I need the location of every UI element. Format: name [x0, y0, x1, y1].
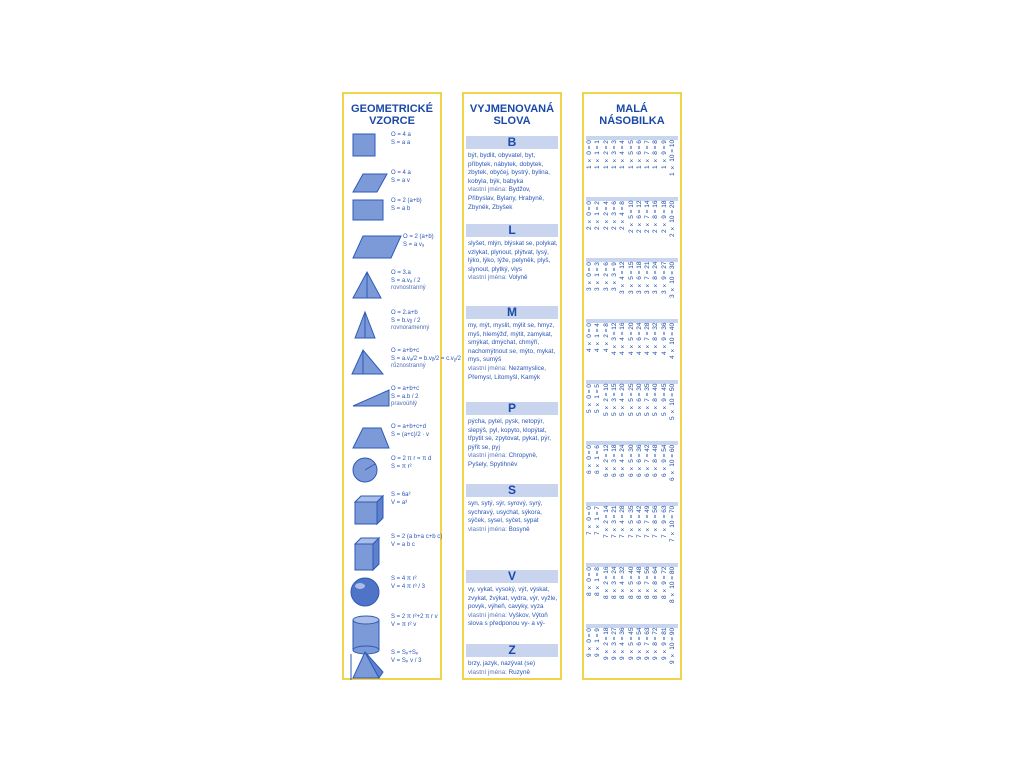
multiplication-equation: 4 × 3 = 12 — [610, 323, 618, 356]
words-text: syn, sytý, sýr, syrový, syrý, sychravý, usychat, sýkora, sýček, sysel, syčet, sypat — [468, 500, 543, 525]
formula — [391, 310, 429, 333]
multiplication-equation: 2 × 1 = 2 — [594, 201, 602, 230]
multiplication-equation: 6 × 9 = 54 — [660, 445, 668, 478]
multiplication-equation: 3 × 10 = 30 — [669, 262, 676, 299]
letter-heading: M — [466, 306, 558, 319]
circle-icon — [349, 456, 391, 486]
multiplication-equation: 7 × 7 = 49 — [644, 506, 652, 539]
formula — [391, 270, 426, 293]
multiplication-equation: 9 × 0 = 0 — [586, 628, 593, 657]
letter-heading: L — [466, 224, 558, 237]
formula-line: O = 4 a — [391, 170, 411, 176]
geometry-title-line2: VZORCE — [369, 115, 415, 127]
formula — [391, 492, 411, 507]
multiplication-equation: 7 × 0 = 0 — [586, 506, 593, 535]
multiplication-block — [586, 441, 678, 496]
multiplication-equation: 8 × 5 = 40 — [627, 567, 635, 600]
formula — [403, 234, 434, 249]
multiplication-equation: 4 × 2 = 8 — [602, 323, 610, 352]
formula-line: S = a.b / 2 — [391, 393, 419, 400]
formula-line: O = a+b+c+d — [391, 424, 427, 430]
multiplication-block — [586, 136, 678, 191]
multiplication-equation: 5 × 2 = 10 — [602, 384, 610, 417]
multiplication-equation: 9 × 3 = 27 — [610, 628, 618, 661]
square-icon — [349, 132, 391, 162]
shape-row — [347, 132, 441, 162]
multiplication-equation: 6 × 8 = 48 — [652, 445, 660, 478]
word-list — [468, 500, 558, 534]
multiplication-equation: 1 × 3 = 3 — [610, 140, 618, 169]
shape-row — [347, 270, 441, 302]
multiplication-equation: 7 × 6 = 42 — [635, 506, 643, 539]
multiplication-equation: 6 × 1 = 6 — [594, 445, 602, 474]
multiplication-equation: 3 × 9 = 27 — [660, 262, 668, 295]
proper-names-label: vlastní jména: — [468, 525, 507, 533]
multiplication-block — [586, 197, 678, 252]
words-text: my, mýt, myslit, mýlit se, hmyz, myš, hlemýžď, mýtit, zamykat, smýkat, dmýchat, chmýří, nachomýtnout se, mýto, mykat, mys, sumýš — [468, 322, 556, 364]
words-text: brzy, jazyk, nazývat (se) — [468, 660, 536, 667]
isosceles-triangle-icon — [349, 310, 391, 342]
letter-heading: S — [466, 484, 558, 497]
formula-line: O = 2 (a+b) — [391, 198, 422, 204]
multiplication-equation: 1 × 4 = 4 — [619, 140, 627, 169]
words-text: vy, vykat, vysoký, výt, výskat, zvykat, žvýkat, vydra, výr, vyžle, povyk, výheň, cavyky, vyza — [468, 586, 558, 611]
multiplication-equation: 9 × 1 = 9 — [594, 628, 602, 657]
multiplication-equation: 4 × 7 = 28 — [644, 323, 652, 356]
multiplication-equation: 6 × 2 = 12 — [602, 445, 610, 478]
formula-line: S = π r² — [391, 463, 412, 470]
formula-line: S = 6a² — [391, 492, 411, 498]
multiplication-equation: 2 × 6 = 12 — [635, 201, 643, 234]
geometry-title — [344, 103, 440, 127]
formula-line: O = 2.a+b — [391, 310, 418, 316]
shape-row — [347, 386, 441, 408]
multiplication-equation: 8 × 3 = 24 — [610, 567, 618, 600]
multiplication-equation: 9 × 4 = 36 — [619, 628, 627, 661]
multiplication-equation: 1 × 8 = 8 — [652, 140, 660, 169]
multiplication-equation: 5 × 3 = 15 — [610, 384, 618, 417]
multiplication-table-card — [582, 92, 682, 680]
multiplication-equation: 8 × 2 = 16 — [602, 567, 610, 600]
parallelogram-icon — [349, 234, 405, 262]
multiplication-equation: 7 × 8 = 56 — [652, 506, 660, 539]
word-list — [468, 240, 558, 283]
proper-names: Bosyně — [508, 525, 530, 533]
word-list — [468, 418, 558, 470]
shape-label: pravoúhlý — [391, 401, 418, 407]
multiplication-equation: 9 × 6 = 54 — [635, 628, 643, 661]
multiplication-equation: 2 × 3 = 6 — [610, 201, 618, 230]
multiplication-equation: 3 × 0 = 0 — [586, 262, 593, 291]
mult-title — [584, 103, 680, 127]
listed-words-card — [462, 92, 562, 680]
formula — [391, 386, 419, 409]
shape-row — [347, 198, 441, 224]
formula-line: O = 2 π r = π d — [391, 456, 432, 462]
multiplication-equation: 2 × 0 = 0 — [586, 201, 593, 230]
shape-row — [347, 534, 441, 574]
formula — [391, 424, 429, 439]
trapezoid-icon — [349, 424, 391, 452]
multiplication-equation: 6 × 0 = 0 — [586, 445, 593, 474]
multiplication-equation: 5 × 0 = 0 — [586, 384, 593, 413]
multiplication-equation: 5 × 5 = 25 — [627, 384, 635, 417]
multiplication-equation: 7 × 4 = 28 — [619, 506, 627, 539]
multiplication-equation: 8 × 6 = 48 — [635, 567, 643, 600]
multiplication-equation: 5 × 9 = 45 — [660, 384, 668, 417]
multiplication-equation: 4 × 5 = 20 — [627, 323, 635, 356]
multiplication-equation: 2 × 4 = 8 — [619, 201, 627, 230]
scalene-triangle-icon — [349, 348, 391, 378]
proper-names: Vyškov, Výtoň slova s předponou vy- a vý- — [468, 611, 548, 628]
sphere-icon — [349, 576, 391, 610]
multiplication-equation: 7 × 9 = 63 — [660, 506, 668, 539]
multiplication-equation: 5 × 8 = 40 — [652, 384, 660, 417]
multiplication-equation: 4 × 1 = 4 — [594, 323, 602, 352]
multiplication-equation: 1 × 5 = 5 — [627, 140, 635, 169]
cube-icon — [349, 492, 391, 528]
multiplication-block — [586, 258, 678, 313]
formula — [391, 348, 461, 371]
formula-line: S = a b — [391, 205, 411, 212]
formula-line: O = a+b+c — [391, 386, 420, 392]
multiplication-equation: 9 × 2 = 18 — [602, 628, 610, 661]
mult-title-line1: MALÁ — [616, 103, 648, 115]
shape-row — [347, 348, 462, 378]
words-text: slyšet, mlýn, blýskat se, polykat, vzlykat, plynout, plýtvat, lysý, lýko, lýko, lýže, pelyněk, plyš, slynout, plytký, vlys — [468, 240, 558, 273]
rhombus-icon — [349, 170, 391, 196]
proper-names: Bydžov, Přibyslav, Bylany, Hrabyně, Zbyněk, Zbyšek — [468, 186, 545, 211]
multiplication-equation: 4 × 9 = 36 — [660, 323, 668, 356]
multiplication-equation: 3 × 6 = 18 — [635, 262, 643, 295]
multiplication-block — [586, 319, 678, 374]
formula-line: S = (a+c)/2 · v — [391, 431, 430, 438]
multiplication-equation: 4 × 4 = 16 — [619, 323, 627, 356]
multiplication-equation: 5 × 4 = 20 — [619, 384, 627, 417]
multiplication-equation: 6 × 3 = 18 — [610, 445, 618, 478]
formula-line: S = 2 π r²+2 π r v — [391, 614, 438, 620]
multiplication-equation: 6 × 5 = 30 — [627, 445, 635, 478]
shape-row — [347, 650, 441, 684]
multiplication-equation: 2 × 2 = 4 — [602, 201, 610, 230]
multiplication-equation: 2 × 7 = 14 — [644, 201, 652, 234]
formula — [391, 132, 411, 147]
proper-names: Chropyně, Pyšely, Spytihněv — [468, 452, 538, 468]
multiplication-equation: 2 × 8 = 16 — [652, 201, 660, 234]
multiplication-equation: 9 × 9 = 81 — [660, 628, 668, 661]
shape-row — [347, 492, 441, 528]
multiplication-equation: 3 × 7 = 21 — [644, 262, 652, 295]
shape-row — [347, 424, 441, 452]
multiplication-block — [586, 380, 678, 435]
formula — [391, 650, 421, 665]
geometry-formulas-card — [342, 92, 462, 680]
formula — [391, 534, 442, 549]
multiplication-equation: 8 × 8 = 64 — [652, 567, 660, 600]
multiplication-equation: 4 × 6 = 24 — [635, 323, 643, 356]
multiplication-equation: 6 × 7 = 42 — [644, 445, 652, 478]
right-triangle-icon — [349, 386, 391, 408]
multiplication-equation: 3 × 8 = 24 — [652, 262, 660, 295]
multiplication-equation: 3 × 3 = 9 — [610, 262, 618, 291]
multiplication-equation: 9 × 10 = 90 — [669, 628, 676, 665]
multiplication-equation: 3 × 4 = 12 — [619, 262, 627, 295]
multiplication-equation: 9 × 7 = 63 — [644, 628, 652, 661]
letter-heading: V — [466, 570, 558, 583]
multiplication-equation: 3 × 5 = 15 — [627, 262, 635, 295]
multiplication-equation: 7 × 5 = 35 — [627, 506, 635, 539]
formula — [391, 198, 422, 213]
formula-line: S = 4 π r² — [391, 576, 417, 582]
formula-line: S = a vₐ — [403, 241, 425, 248]
formula-line: S = 2 (a b+a c+b c) — [391, 534, 443, 540]
shape-row — [347, 576, 441, 610]
formula-line: V = a³ — [391, 499, 408, 506]
formula-line: O = 2 (a+b) — [403, 234, 434, 240]
proper-names: Nezamyslice, Přemysl, Litomyšl, Kamýk — [468, 364, 547, 381]
multiplication-equation: 8 × 0 = 0 — [586, 567, 593, 596]
multiplication-equation: 5 × 10 = 50 — [669, 384, 676, 421]
multiplication-block — [586, 624, 678, 679]
multiplication-block — [586, 563, 678, 618]
letter-heading: Z — [466, 644, 558, 657]
multiplication-equation: 8 × 10 = 80 — [669, 567, 676, 604]
cuboid-icon — [349, 534, 391, 574]
formula-line: O = 4 a — [391, 132, 411, 138]
formula-line: V = a b c — [391, 541, 415, 548]
formula-line: V = 4 π r³ / 3 — [391, 583, 425, 590]
multiplication-block — [586, 502, 678, 557]
multiplication-equation: 1 × 7 = 7 — [644, 140, 652, 169]
mult-title-line2: NÁSOBILKA — [599, 115, 665, 127]
multiplication-equation: 4 × 8 = 32 — [652, 323, 660, 356]
words-title-line2: SLOVA — [493, 115, 531, 127]
formula-line: S = a.vₐ / 2 — [391, 277, 421, 284]
multiplication-equation: 4 × 10 = 40 — [669, 323, 676, 360]
multiplication-equation: 1 × 1 = 1 — [594, 140, 602, 169]
formula — [391, 576, 425, 591]
shape-label: rovnoramenný — [391, 325, 430, 331]
formula-line: S = a v — [391, 177, 410, 184]
multiplication-equation: 1 × 9 = 9 — [660, 140, 668, 169]
multiplication-equation: 6 × 10 = 60 — [669, 445, 676, 482]
multiplication-equation: 3 × 1 = 3 — [594, 262, 602, 291]
multiplication-equation: 2 × 9 = 18 — [660, 201, 668, 234]
shape-row — [347, 456, 441, 486]
proper-names-label: vlastní jména: — [468, 611, 507, 619]
shape-label: rovnostranný — [391, 285, 426, 291]
shape-row — [347, 310, 441, 342]
multiplication-equation: 3 × 2 = 6 — [602, 262, 610, 291]
shape-row — [347, 234, 441, 262]
multiplication-equation: 8 × 4 = 32 — [619, 567, 627, 600]
multiplication-equation: 8 × 7 = 56 — [644, 567, 652, 600]
proper-names-label: vlastní jména: — [468, 186, 507, 194]
formula — [391, 614, 438, 629]
multiplication-equation: 8 × 1 = 8 — [594, 567, 602, 596]
words-text: být, bydlit, obyvatel, byt, příbytek, nábytek, dobytek, zbytek, obyčej, bystrý, bylina, kobyla, býk, babyka — [468, 152, 550, 185]
rectangle-icon — [349, 198, 391, 224]
formula-line: O = a+b+c — [391, 348, 420, 354]
equilateral-triangle-icon — [349, 270, 391, 302]
formula-line: O = 3.a — [391, 270, 411, 276]
geometry-title-line1: GEOMETRICKÉ — [351, 103, 433, 115]
multiplication-equation: 1 × 6 = 6 — [635, 140, 643, 169]
formula — [391, 456, 431, 471]
proper-names-label: vlastní jména: — [468, 274, 507, 282]
multiplication-equation: 4 × 0 = 0 — [586, 323, 593, 352]
multiplication-equation: 7 × 2 = 14 — [602, 506, 610, 539]
multiplication-equation: 5 × 7 = 35 — [644, 384, 652, 417]
words-text: pýcha, pytel, pysk, netopýr, slepýš, pyl, kopyto, klopýtat, třpytit se, zpytovat, pykat, pýr, pýřit se, pyj — [468, 418, 551, 451]
words-title — [464, 103, 560, 127]
multiplication-equation: 9 × 5 = 45 — [627, 628, 635, 661]
multiplication-equation: 1 × 0 = 0 — [586, 140, 593, 169]
multiplication-equation: 6 × 6 = 36 — [635, 445, 643, 478]
proper-names-label: vlastní jména: — [468, 364, 507, 372]
formula-line: V = π r² v — [391, 621, 417, 628]
multiplication-equation: 5 × 1 = 5 — [594, 384, 602, 413]
word-list — [468, 322, 558, 382]
multiplication-equation: 9 × 8 = 72 — [652, 628, 660, 661]
formula-line: S = a a — [391, 139, 411, 146]
multiplication-equation: 8 × 9 = 72 — [660, 567, 668, 600]
multiplication-equation: 7 × 3 = 21 — [610, 506, 618, 539]
letter-heading: B — [466, 136, 558, 149]
formula-line: S = b.vᵦ / 2 — [391, 317, 421, 324]
formula-line: V = Sₚ v / 3 — [391, 657, 422, 664]
word-list — [468, 586, 558, 629]
proper-names: Ruzyně — [508, 668, 530, 676]
letter-heading: P — [466, 402, 558, 415]
pyramid-icon — [349, 650, 391, 684]
proper-names: Volyně — [508, 274, 528, 282]
multiplication-equation: 1 × 2 = 2 — [602, 140, 610, 169]
proper-names-label: vlastní jména: — [468, 452, 507, 460]
multiplication-equation: 7 × 10 = 70 — [669, 506, 676, 543]
shape-row — [347, 170, 441, 196]
proper-names-label: vlastní jména: — [468, 668, 507, 676]
multiplication-equation: 1 × 10 = 10 — [669, 140, 676, 177]
word-list — [468, 152, 558, 212]
word-list — [468, 660, 558, 677]
words-title-line1: VYJMENOVANÁ — [469, 103, 555, 115]
multiplication-equation: 2 × 5 = 10 — [627, 201, 635, 234]
multiplication-equation: 6 × 4 = 24 — [619, 445, 627, 478]
multiplication-equation: 7 × 1 = 7 — [594, 506, 602, 535]
formula-line: S = a.vₐ/2 = b.vᵦ/2 = c.vᵨ/2 — [391, 355, 462, 362]
shape-label: různostranný — [391, 363, 426, 369]
multiplication-equation: 5 × 6 = 30 — [635, 384, 643, 417]
formula-line: S = Sₚ+Sₚ — [391, 650, 419, 656]
formula — [391, 170, 411, 185]
multiplication-equation: 2 × 10 = 20 — [669, 201, 676, 238]
